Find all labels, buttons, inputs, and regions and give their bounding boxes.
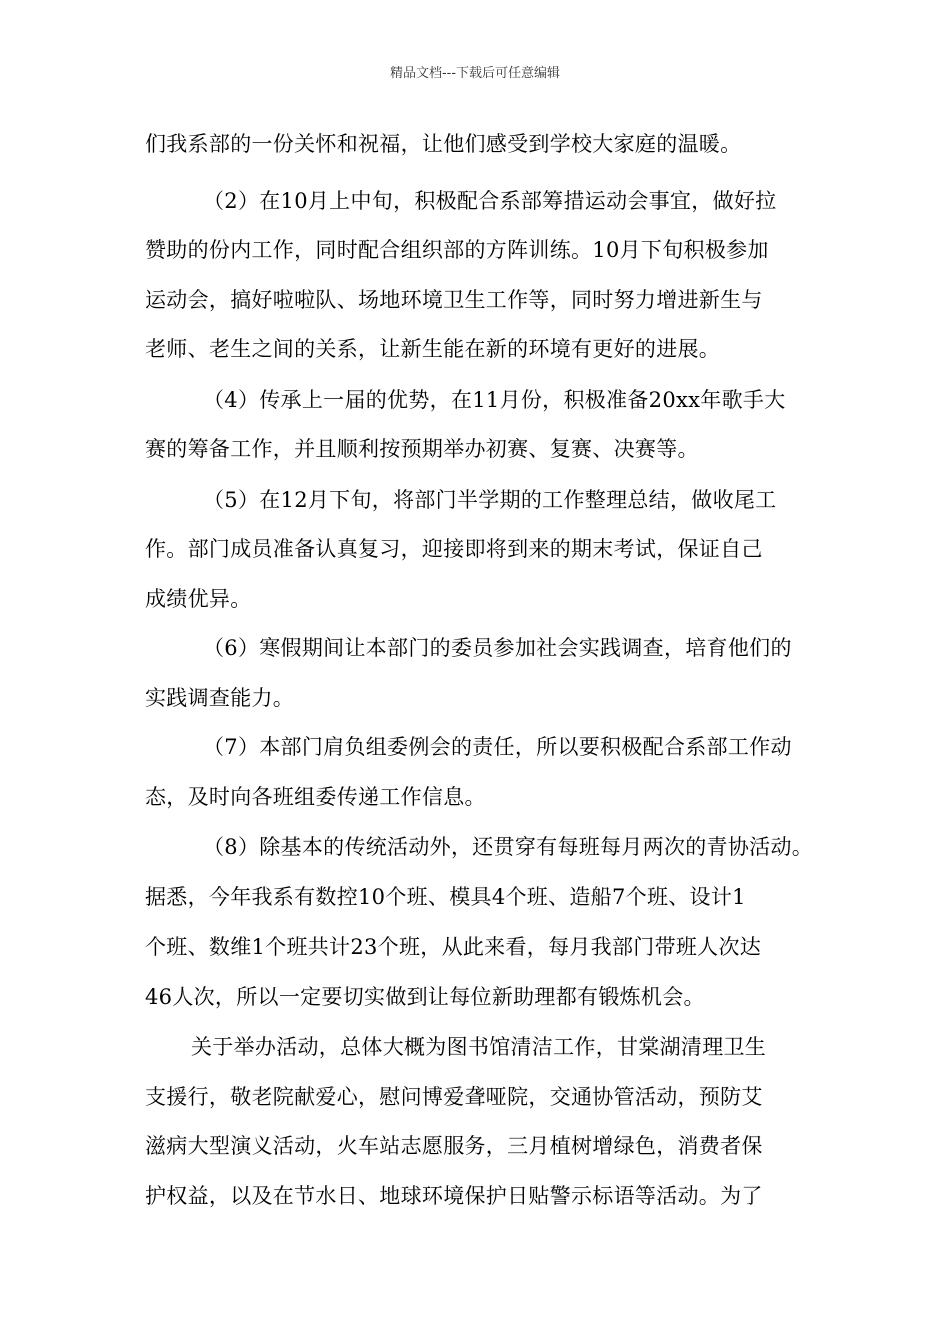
text-line: 态，及时向各班组委传递工作信息。 xyxy=(145,785,486,809)
text-line: （4）传承上一届的优势，在11月份，积极准备20xx年歌手大 xyxy=(203,388,786,412)
text-line: 作。部门成员准备认真复习，迎接即将到来的期末考试，保证自己 xyxy=(145,537,763,561)
text-line: 据悉，今年我系有数控10个班、模具4个班、造船7个班、设计1 xyxy=(145,885,746,909)
text-line: 个班、数维1个班共计23个班，从此来看，每月我部门带班人次达 xyxy=(145,935,762,959)
text-line: 实践调查能力。 xyxy=(145,686,295,710)
text-line: 赛的筹备工作，并且顺利按预期举办初赛、复赛、决赛等。 xyxy=(145,437,699,461)
text-line: 关于举办活动，总体大概为图书馆清洁工作，甘棠湖清理卫生 xyxy=(191,1035,767,1059)
text-line: 46人次，所以一定要切实做到让每位新助理都有锻炼机会。 xyxy=(145,985,705,1009)
text-line: 支援行，敬老院献爱心，慰问博爱聋哑院，交通协管活动，预防艾 xyxy=(145,1085,763,1109)
text-line: 老师、老生之间的关系，让新生能在新的环境有更好的进展。 xyxy=(145,337,721,361)
page-header: 精品文档---下载后可任意编辑 xyxy=(389,66,561,81)
text-line: （7）本部门肩负组委例会的责任，所以要积极配合系部工作动 xyxy=(203,735,792,759)
text-line: 们我系部的一份关怀和祝福，让他们感受到学校大家庭的温暖。 xyxy=(145,132,742,156)
text-line: 运动会，搞好啦啦队、场地环境卫生工作等，同时努力增进新生与 xyxy=(145,288,763,312)
text-line: 滋病大型演义活动，火车站志愿服务，三月植树增绿色，消费者保 xyxy=(145,1134,763,1158)
text-line: （2）在10月上中旬，积极配合系部筹措运动会事宜，做好拉 xyxy=(203,189,777,213)
text-line: （8）除基本的传统活动外，还贯穿有每班每月两次的青协活动。 xyxy=(203,835,814,859)
text-line: 成绩优异。 xyxy=(145,587,252,611)
text-line: 护权益，以及在节水日、地球环境保护日贴警示标语等活动。为了 xyxy=(145,1184,763,1208)
text-line: 赞助的份内工作，同时配合组织部的方阵训练。10月下旬积极参加 xyxy=(145,238,769,262)
text-line: （5）在12月下旬，将部门半学期的工作整理总结，做收尾工 xyxy=(203,488,777,512)
text-line: （6）寒假期间让本部门的委员参加社会实践调查，培育他们的 xyxy=(203,636,792,660)
